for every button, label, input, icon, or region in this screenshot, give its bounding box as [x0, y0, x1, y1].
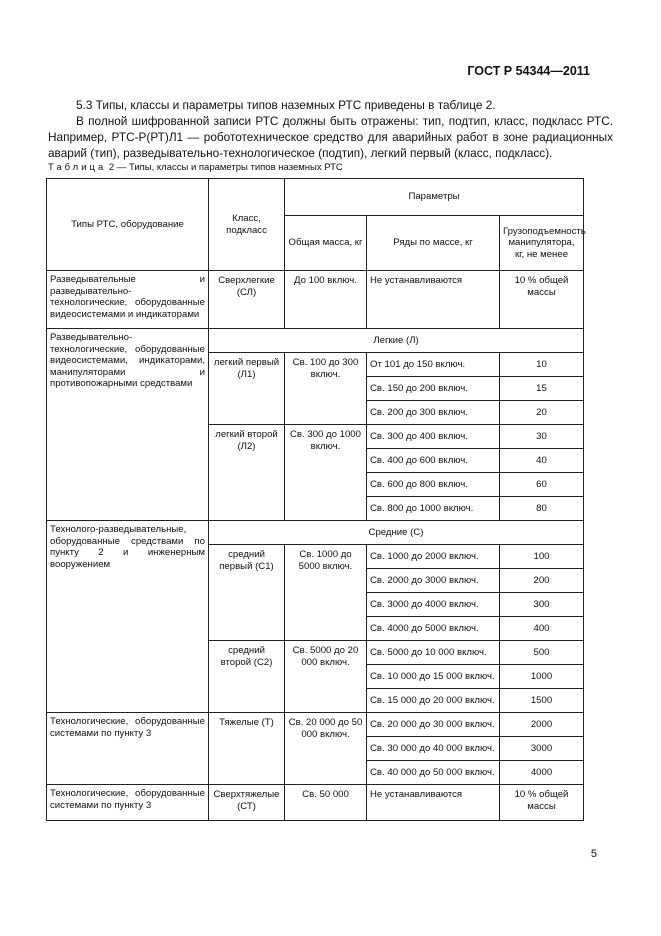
header-class: Класс, подкласс: [209, 179, 285, 271]
header-mass-rows: Ряды по массе, кг: [367, 216, 500, 271]
header-total-mass: Общая масса, кг: [285, 216, 367, 271]
header-capacity: Грузоподъемность манипулятора, кг, не менее: [500, 216, 584, 271]
mass-row-cell: Св. 3000 до 4000 включ.: [367, 593, 500, 617]
capacity-cell: 300: [500, 593, 584, 617]
type-cell: Технолого-разведывательные, оборудованные средствами по пункту 2 и инженерным вооружением: [47, 521, 209, 713]
capacity-cell: 60: [500, 473, 584, 497]
mass-cell: Св. 100 до 300 включ.: [285, 353, 367, 425]
capacity-cell: 10: [500, 353, 584, 377]
mass-row-cell: Св. 10 000 до 15 000 включ.: [367, 665, 500, 689]
mass-cell: Св. 20 000 до 50 000 включ.: [285, 713, 367, 785]
mass-row-cell: Св. 300 до 400 включ.: [367, 425, 500, 449]
class-cell: легкий второй (Л2): [209, 425, 285, 521]
mass-row-cell: Св. 20 000 до 30 000 включ.: [367, 713, 500, 737]
document-code: ГОСТ Р 54344—2011: [467, 64, 590, 78]
type-cell: Технологические, оборудованные системами по пункту 3: [47, 713, 209, 785]
table-header-row: [47, 179, 584, 216]
mass-row-cell: От 101 до 150 включ.: [367, 353, 500, 377]
page-number: 5: [590, 848, 597, 860]
mass-row-cell: Св. 40 000 до 50 000 включ.: [367, 761, 500, 785]
class-cell: Сверхтяжелые (СТ): [209, 785, 285, 821]
capacity-cell: 100: [500, 545, 584, 569]
mass-cell: Св. 1000 до 5000 включ.: [285, 545, 367, 641]
capacity-cell: 20: [500, 401, 584, 425]
mass-row-cell: Св. 800 до 1000 включ.: [367, 497, 500, 521]
class-cell: средний первый (С1): [209, 545, 285, 641]
mass-row-cell: Св. 30 000 до 40 000 включ.: [367, 737, 500, 761]
capacity-cell: 500: [500, 641, 584, 665]
mass-row-cell: Св. 400 до 600 включ.: [367, 449, 500, 473]
capacity-cell: 3000: [500, 737, 584, 761]
mass-row-cell: Св. 600 до 800 включ.: [367, 473, 500, 497]
capacity-cell: 4000: [500, 761, 584, 785]
capacity-cell: 200: [500, 569, 584, 593]
mass-row-cell: Св. 15 000 до 20 000 включ.: [367, 689, 500, 713]
table-caption-prefix: Таблица: [48, 162, 107, 173]
table-row: [47, 329, 584, 353]
capacity-cell: 30: [500, 425, 584, 449]
capacity-cell: 10 % общей массы: [500, 785, 584, 821]
mass-cell: Св. 5000 до 20 000 включ.: [285, 641, 367, 713]
capacity-cell: 15: [500, 377, 584, 401]
group-label: Легкие (Л): [209, 329, 584, 353]
paragraph-5-3: 5.3 Типы, классы и параметры типов наземных РТС приведены в таблице 2.: [76, 98, 496, 112]
mass-row-cell: Св. 4000 до 5000 включ.: [367, 617, 500, 641]
class-cell: легкий первый (Л1): [209, 353, 285, 425]
mass-row-cell: Св. 2000 до 3000 включ.: [367, 569, 500, 593]
header-types: Типы РТС, оборудование: [47, 179, 209, 271]
table-caption-text: 2 — Типы, классы и параметры типов наземных РТС: [106, 162, 343, 173]
capacity-cell: 1500: [500, 689, 584, 713]
group-label: Средние (С): [209, 521, 584, 545]
capacity-cell: 40: [500, 449, 584, 473]
mass-cell: Св. 50 000: [285, 785, 367, 821]
class-cell: средний второй (С2): [209, 641, 285, 713]
mass-row-cell: Св. 5000 до 10 000 включ.: [367, 641, 500, 665]
type-cell: Технологические, оборудованные системами по пункту 3: [47, 785, 209, 821]
header-params: Параметры: [285, 179, 584, 216]
table-row: [47, 271, 584, 329]
type-cell: Разведывательные и разведывательно-технологические, оборудованные видеосистемами и индикаторами: [47, 271, 209, 329]
class-cell: Сверхлегкие (СЛ): [209, 271, 285, 329]
mass-cell: До 100 включ.: [285, 271, 367, 329]
rts-types-table: [46, 178, 584, 821]
mass-row-cell: Св. 150 до 200 включ.: [367, 377, 500, 401]
table-row: [47, 713, 584, 737]
table-row: [47, 785, 584, 821]
capacity-cell: 10 % общей массы: [500, 271, 584, 329]
capacity-cell: 2000: [500, 713, 584, 737]
type-cell: Разведывательно-технологические, оборудованные видеосистемами, индикаторами, манипуляторами и противопожарными средствами: [47, 329, 209, 521]
capacity-cell: 1000: [500, 665, 584, 689]
mass-row-cell: Св. 200 до 300 включ.: [367, 401, 500, 425]
mass-row-cell: Не устанавливаются: [367, 271, 500, 329]
capacity-cell: 400: [500, 617, 584, 641]
paragraph-cipher-note: В полной шифрованной записи РТС должны быть отражены: тип, подтип, класс, подкласс РТС. Например, РТС-Р(РТ)Л1 — робототехническое средство для аварийных работ в зоне радиационных аварий (тип), разведывательно-технологическое (подтип), легкий первый (класс, подкласс).: [48, 114, 613, 160]
mass-row-cell: Не устанавливаются: [367, 785, 500, 821]
table-caption: [48, 162, 343, 173]
mass-cell: Св. 300 до 1000 включ.: [285, 425, 367, 521]
mass-row-cell: Св. 1000 до 2000 включ.: [367, 545, 500, 569]
table-row: [47, 521, 584, 545]
class-cell: Тяжелые (Т): [209, 713, 285, 785]
capacity-cell: 80: [500, 497, 584, 521]
